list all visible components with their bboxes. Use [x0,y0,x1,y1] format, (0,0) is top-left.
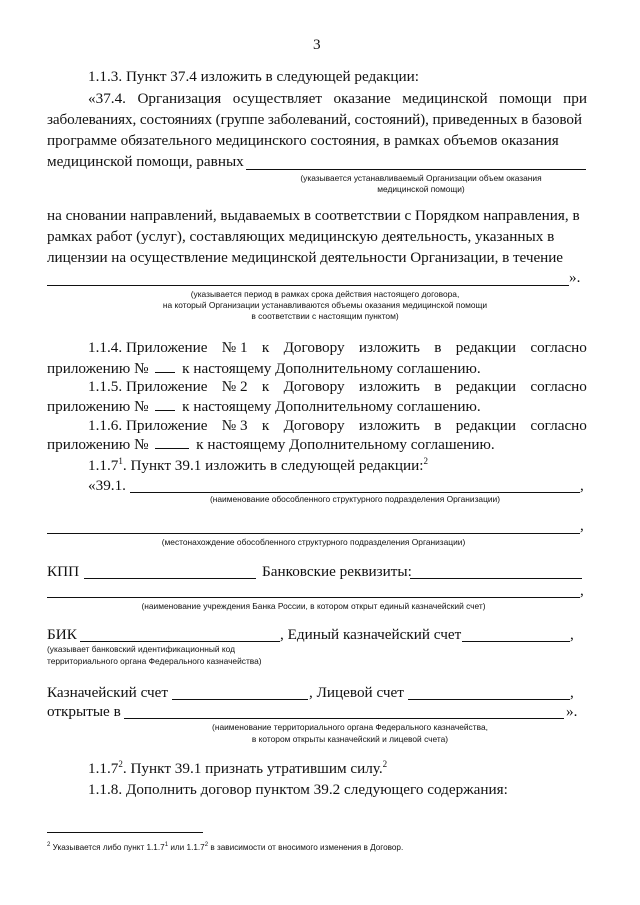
subdivision-location-blank[interactable] [47,533,580,534]
bik-field[interactable] [80,641,280,642]
comma-4: , [570,626,574,643]
kpp-label: КПП [47,563,80,580]
footnote-separator [47,832,203,833]
clause-37-4-line-3: программе обязательного медицинского состояния, в рамках объемов оказания [47,132,559,149]
clause-37-4-line-6: рамках работ (услуг), составляющих медицинскую деятельность, указанных в [47,228,555,245]
treasury-body-note-2: в котором открыты казначейский и лицевой счета) [251,734,449,744]
subdivision-name-note: (наименование обособленного структурного подразделения Организации) [209,494,501,504]
comma-2: , [580,517,584,534]
period-blank-line[interactable] [47,285,569,286]
clause-1-1-7-1: 1.1.7$^1$. Пункт 39.1 изложить в следующей редакции:$^2$ [88,456,428,474]
clause-1-1-6-line-2: приложению № к настоящему Дополнительному соглашению. [47,436,495,453]
footnote-ref[interactable]: 2 [423,456,428,466]
treasury-account-field[interactable] [462,641,570,642]
personal-account-label: , Лицевой счет [309,684,404,701]
clause-37-4-line-5: на сновании направлений, выдаваемых в соответствии с Порядком направления, в [47,207,580,224]
clause-1-1-4-line-1: 1.1.4. Приложение № 1 к Договору изложить в редакции согласно [88,339,587,356]
footnote-text: $^2$ Указывается либо пункт 1.1.7$^1$ или 1.1.7$^2$ в зависимости от вносимого изменения в Договор. [47,842,404,852]
comma-3: , [580,582,584,599]
clause-1-1-5-line-2: приложению № к настоящему Дополнительному соглашению. [47,398,481,415]
bik-label: БИК [47,626,77,643]
comma-1: , [580,477,584,494]
clause-1-1-3: 1.1.3. Пункт 37.4 изложить в следующей редакции: [88,68,419,85]
clause-37-4-end: ». [569,269,581,286]
clause-1-1-7-2: 1.1.7$^2$. Пункт 39.1 признать утратившим силу.$^2$ [88,759,388,777]
opened-in-label: открытые в [47,703,121,720]
footnote-ref[interactable]: 2 [382,759,388,769]
treasury-acc-field[interactable] [172,699,308,700]
clause-37-4-line-7: лицензии на осуществление медицинской деятельности Организации, в течение [47,249,563,266]
bank-institution-note: (наименование учреждения Банка России, в котором открыт единый казначейский счет) [141,601,486,611]
clause-39-1-end: ». [566,703,578,720]
personal-account-field[interactable] [408,699,570,700]
clause-37-4-line-2: заболеваниях, состояниях (группе заболеваний, состояний), приведенных в базовой [47,111,582,128]
clause-39-1-start: «39.1. [88,477,126,494]
treasury-body-note-1: (наименование территориального органа Федерального казначейства, [212,722,488,732]
volume-blank-line[interactable] [246,169,586,170]
subdivision-location-note: (местонахождение обособленного структурного подразделения Организации) [161,537,466,547]
appendix-number-blank-1[interactable] [155,360,175,373]
period-note-2: на который Организации устанавливаются объемы оказания медицинской помощи [162,300,488,310]
bik-note-2: территориального органа Федерального казначейства) [47,656,262,666]
appendix-number-blank-3[interactable] [155,436,189,449]
bank-details-label: Банковские реквизиты: [262,563,412,580]
bank-details-field[interactable] [410,578,582,579]
page-number: 3 [313,36,321,53]
volume-note-1: (указывается устанавливаемый Организации объем оказания [300,173,542,183]
clause-1-1-4-line-2: приложению № к настоящему Дополнительному соглашению. [47,360,481,377]
clause-1-1-6-line-1: 1.1.6. Приложение № 3 к Договору изложить в редакции согласно [88,417,587,434]
clause-37-4-line-1: «37.4. Организация осуществляет оказание медицинской помощи при [88,90,587,107]
period-note-1: (указывается период в рамках срока действия настоящего договора, [190,289,460,299]
clause-1-1-8: 1.1.8. Дополнить договор пунктом 39.2 следующего содержания: [88,781,508,798]
appendix-number-blank-2[interactable] [155,398,175,411]
subdivision-name-blank[interactable] [130,492,580,493]
period-note-3: в соответствии с настоящим пунктом) [251,311,399,321]
treasury-body-field[interactable] [124,718,564,719]
clause-1-1-5-line-1: 1.1.5. Приложение № 2 к Договору изложить в редакции согласно [88,378,587,395]
comma-5: , [570,684,574,701]
bank-institution-blank[interactable] [47,597,580,598]
treasury-account-label: , Единый казначейский счет [280,626,462,643]
clause-37-4-line-4: медицинской помощи, равных [47,153,244,170]
treasury-acc-label: Казначейский счет [47,684,169,701]
volume-note-2: медицинской помощи) [377,184,465,194]
kpp-field[interactable] [84,578,256,579]
bik-note-1: (указывает банковский идентификационный код [47,644,235,654]
